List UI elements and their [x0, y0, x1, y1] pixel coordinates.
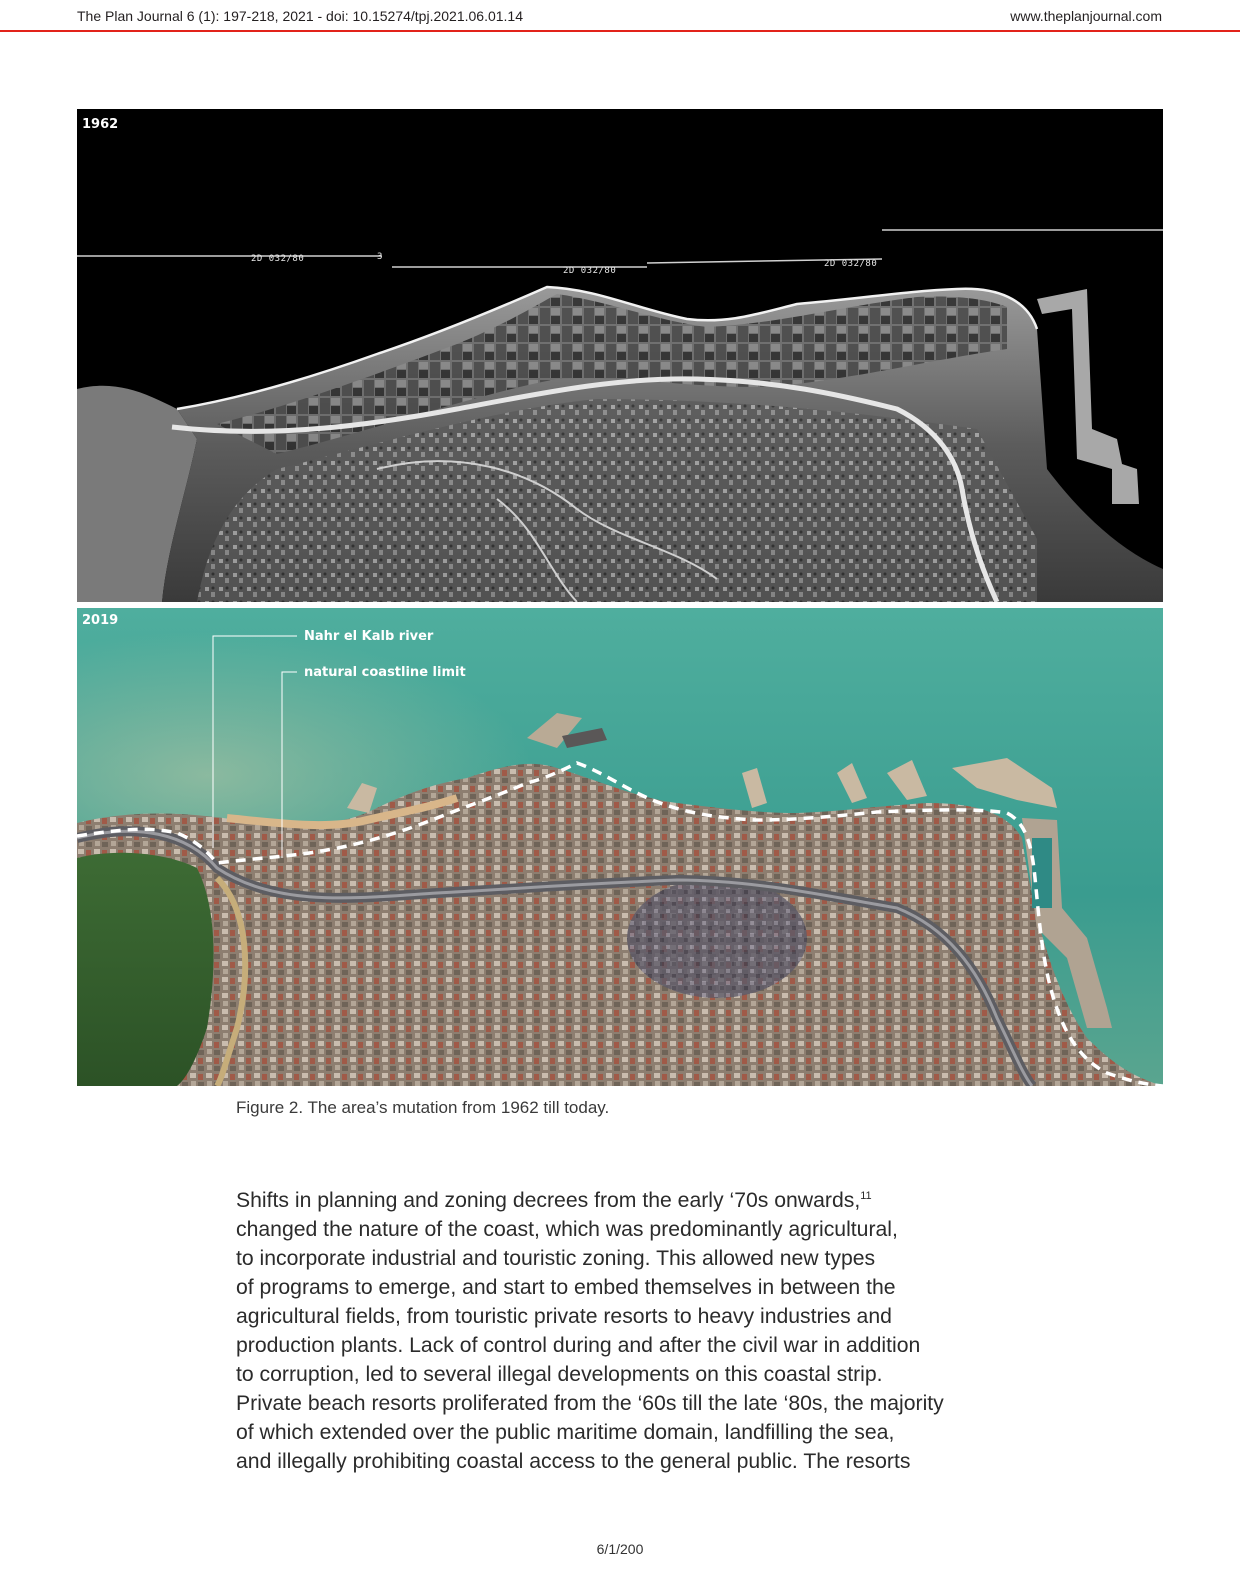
satellite-photo-2019: [77, 608, 1163, 1086]
body-line: production plants. Lack of control during and after the civil war in addition: [236, 1334, 921, 1357]
body-line: changed the nature of the coast, which was predominantly agricultural,: [236, 1218, 898, 1241]
label-natural-coastline-limit: natural coastline limit: [304, 665, 466, 680]
journal-citation: The Plan Journal 6 (1): 197-218, 2021 - doi: 10.15274/tpj.2021.06.01.14: [77, 8, 523, 24]
body-line: agricultural fields, from touristic private resorts to heavy industries and: [236, 1305, 892, 1328]
satellite-photo-2019-image: [77, 608, 1163, 1086]
body-paragraph: [236, 1186, 1026, 1476]
photo-stamp: 2D 032/80: [563, 266, 617, 276]
body-line: and illegally prohibiting coastal access to the general public. The resorts: [236, 1450, 911, 1473]
body-line: of which extended over the public maritime domain, landfilling the sea,: [236, 1421, 895, 1444]
label-nahr-el-kalb-river: Nahr el Kalb river: [304, 629, 434, 644]
running-header: [0, 0, 1240, 32]
year-label-1962: 1962: [82, 117, 119, 132]
year-label-2019: 2019: [82, 613, 119, 628]
photo-stamp: 2D 032/80: [251, 254, 305, 264]
aerial-photo-1962: [77, 109, 1163, 602]
figure-caption: Figure 2. The area’s mutation from 1962 till today.: [236, 1098, 610, 1117]
body-line: Private beach resorts proliferated from the ‘60s till the late ‘80s, the majority: [236, 1392, 944, 1415]
photo-stamp: 2D 032/80: [824, 259, 878, 269]
body-line: to corruption, led to several illegal developments on this coastal strip.: [236, 1363, 883, 1386]
journal-website[interactable]: www.theplanjournal.com: [1010, 8, 1162, 24]
photo-stamp: 3: [377, 252, 383, 262]
figure-2: [77, 109, 1163, 1086]
aerial-photo-1962-image: [77, 109, 1163, 602]
body-line: to incorporate industrial and touristic zoning. This allowed new types: [236, 1247, 876, 1270]
body-line: Shifts in planning and zoning decrees from the early ‘70s onwards,$^{11}$: [236, 1189, 872, 1212]
page-number: 6/1/200: [596, 1541, 644, 1557]
footnote-reference[interactable]: 11: [860, 1190, 872, 1202]
body-line: of programs to emerge, and start to embed themselves in between the: [236, 1276, 896, 1299]
